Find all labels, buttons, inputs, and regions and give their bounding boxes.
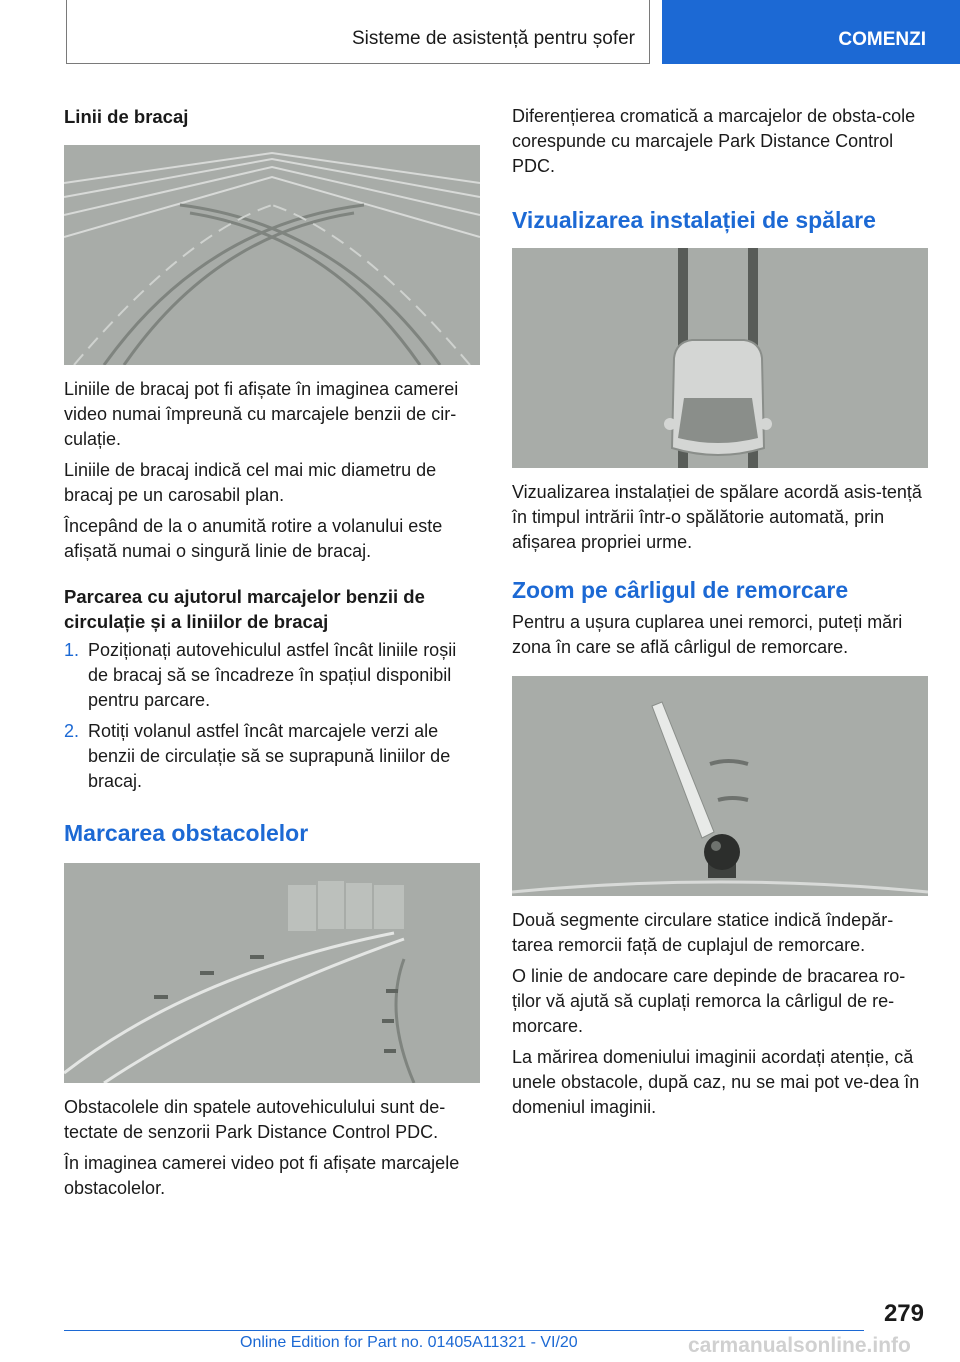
paragraph: Pentru a ușura cuplarea unei remorci, puteți mări zona în care se află cârligul de remorcare. (512, 612, 903, 657)
left-column (64, 104, 480, 1201)
list-item (64, 638, 480, 713)
section-title: Sisteme de asistență pentru șofer (351, 28, 635, 49)
heading-vizualizarea-instalatiei: Vizualizarea instalației de spălare (512, 207, 876, 233)
paragraph: Diferențierea cromatică a marcajelor de obsta-cole corespunde cu marcajele Park Distance Control PDC. (512, 106, 916, 176)
right-column (512, 104, 928, 1120)
step-text: Poziționați autovehiculul astfel încât liniile roșii de bracaj să se încadreze în spațiul disponibil pentru parcare. (88, 640, 457, 710)
step-number: 1. (64, 640, 80, 660)
header-frame (66, 0, 650, 64)
hitch-zoom-image (512, 676, 928, 896)
paragraph: Vizualizarea instalației de spălare acordă asis-tență în timpul intrării într-o spălătorie automată, prin afișarea propriei urme. (512, 482, 922, 552)
heading-zoom-carlig: Zoom pe cârligul de remorcare (512, 577, 849, 603)
car-wash-view-image (512, 248, 928, 468)
paragraph: Liniile de bracaj pot fi afișate în imaginea camerei video numai împreună cu marcajele benzii de cir-culație. (64, 379, 459, 449)
edition-info: Online Edition for Part no. 01405A11321 - VI/20 (240, 1334, 578, 1351)
paragraph: Liniile de bracaj indică cel mai mic diametru de bracaj pe un carosabil plan. (64, 460, 437, 505)
heading-marcarea-obstacolelor: Marcarea obstacolelor (64, 820, 309, 846)
page-number: 279 (883, 1300, 924, 1327)
heading-parcare: Parcarea cu ajutorul marcajelor benzii de circulație și a liniilor de bracaj (64, 586, 425, 632)
heading-linii-de-bracaj: Linii de bracaj (64, 106, 189, 127)
paragraph: Obstacolele din spatele autovehiculului sunt de-tectate de senzorii Park Distance Control PDC. (64, 1097, 446, 1142)
paragraph: La mărirea domeniului imaginii acordați atenție, că unele obstacole, după caz, nu se mai pot ve-dea în domeniul imaginii. (512, 1047, 920, 1117)
watermark: carmanualsonline.info (688, 1334, 911, 1357)
paragraph: O linie de andocare care depinde de bracarea ro-ților vă ajută să cuplați remorca la cârligul de re-morcare. (512, 966, 906, 1036)
paragraph: În imaginea camerei video pot fi afișate marcajele obstacolelor. (64, 1153, 460, 1198)
steering-lines-image (64, 145, 480, 365)
paragraph: Începând de la o anumită rotire a volanului este afișată numai o singură linie de bracaj. (64, 516, 443, 561)
tab-comenzi[interactable] (662, 0, 960, 64)
step-number: 2. (64, 721, 80, 741)
step-text: Rotiți volanul astfel încât marcajele verzi ale benzii de circulație să se suprapună liniilor de bracaj. (88, 721, 451, 791)
paragraph: Două segmente circulare statice indică îndepăr-tarea remorcii față de cuplajul de remorcare. (512, 910, 894, 955)
tab-label: COMENZI (838, 29, 926, 50)
footer-divider (64, 1330, 864, 1331)
list-item (64, 719, 480, 794)
obstacle-marking-image (64, 863, 480, 1083)
steps-list (64, 638, 480, 794)
